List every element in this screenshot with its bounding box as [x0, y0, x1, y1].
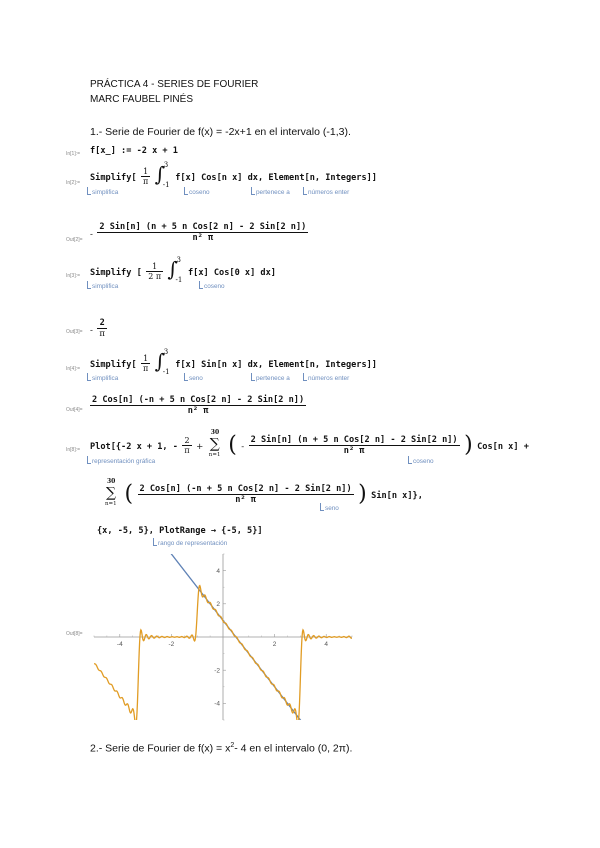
output-cell-4: [90, 395, 306, 416]
cell-label: In[2]:=: [66, 180, 81, 186]
code-text: f[x] Cos[0 x] dx]: [188, 268, 276, 279]
fraction-numerator: 2 Cos[n] (-n + 5 n Cos[2 n] - 2 Sin[2 n]): [139, 483, 352, 494]
integral-sign: ∫ 3 -1: [154, 348, 170, 376]
fraction-numerator: 2: [184, 435, 190, 445]
fraction-numerator: 2: [99, 318, 105, 328]
tooltip-cosine: coseno: [408, 456, 434, 465]
input-cell-8-line-2[interactable]: [104, 478, 423, 507]
right-paren: ): [464, 432, 473, 458]
sign: -: [90, 229, 93, 240]
fourier-plot: [88, 552, 358, 722]
sum-upper: 30: [210, 429, 220, 436]
code-text: f[x] Sin[n x] dx, Element[n, Integers]]: [175, 360, 377, 371]
plus-sign: +: [196, 442, 204, 453]
integral-sign: ∫ 3 -1: [167, 256, 183, 284]
tooltip-cosine: coseno: [199, 281, 225, 290]
integral-upper: 3: [163, 348, 169, 356]
sum-sign: ∑ 30 n=1: [208, 429, 221, 458]
fraction-denominator: π: [184, 445, 190, 455]
fraction-denominator: n² π: [97, 232, 308, 243]
minus-sign: -: [241, 442, 245, 453]
sum-lower: n=1: [208, 452, 221, 458]
document-author: MARC FAUBEL PINÉS: [90, 94, 193, 105]
cell-label: Out[4]=: [66, 407, 83, 413]
fraction-denominator: π: [143, 176, 149, 186]
fraction-denominator: π: [143, 363, 149, 373]
cell-label: Out[8]=: [66, 631, 83, 637]
output-cell-3: [90, 318, 107, 339]
output-cell-2: [90, 222, 308, 243]
tooltip-simplify: simplifica: [87, 187, 118, 196]
y-tick-label: 2: [216, 601, 220, 608]
integral-sign: ∫ 3 -1: [154, 161, 170, 189]
section-1-heading: 1.- Serie de Fourier de f(x) = -2x+1 en el intervalo (-1,3).: [90, 126, 351, 138]
fraction: [182, 436, 191, 455]
fraction-numerator: 2 Cos[n] (-n + 5 n Cos[2 n] - 2 Sin[2 n]): [92, 395, 305, 405]
tooltip-sine: seno: [320, 503, 339, 512]
fraction: [138, 484, 354, 505]
cell-label: In[8]:=: [66, 447, 81, 453]
section-2-heading: [90, 742, 352, 755]
y-tick-label: -2: [214, 667, 220, 675]
integral-upper: 3: [163, 161, 169, 169]
code-text: Simplify[: [90, 173, 137, 184]
cell-label: In[4]:=: [66, 366, 81, 372]
tooltip-cosine: coseno: [184, 187, 210, 196]
code-text: Sin[n x]},: [371, 491, 423, 502]
document-title: PRÁCTICA 4 - SERIES DE FOURIER: [90, 79, 259, 90]
tooltip-simplify: simplifica: [87, 373, 118, 382]
y-tick-label: -4: [214, 700, 220, 708]
fraction-numerator: 1: [152, 261, 158, 271]
x-tick-label: 4: [324, 641, 329, 648]
integral-upper: 3: [176, 256, 182, 264]
tooltip-plot: representación gráfica: [87, 456, 155, 465]
tooltip-integers: números enter: [303, 373, 349, 382]
fraction-numerator: 2 Sin[n] (n + 5 n Cos[2 n] - 2 Sin[2 n]): [250, 434, 458, 445]
fraction-numerator: 2 Sin[n] (n + 5 n Cos[2 n] - 2 Sin[2 n]): [99, 222, 307, 232]
input-cell-2[interactable]: [90, 161, 377, 189]
fraction-denominator: n² π: [249, 445, 460, 456]
input-cell-3[interactable]: [90, 256, 276, 284]
integral-lower: -1: [162, 368, 170, 376]
input-cell-8-line-3[interactable]: {x, -5, 5}, PlotRange → {-5, 5}]: [97, 526, 263, 536]
fraction: [97, 318, 107, 339]
fraction-denominator: n² π: [90, 405, 306, 416]
code-text: Plot[{-2 x + 1, -: [90, 442, 178, 453]
integral-lower: -1: [175, 276, 183, 284]
code-text: Simplify [: [90, 268, 142, 279]
fraction-numerator: 1: [143, 166, 149, 176]
fraction-denominator: π: [99, 329, 106, 339]
sign: -: [90, 325, 93, 336]
fraction: [97, 222, 308, 243]
fraction: [249, 435, 460, 456]
cell-label: In[3]:=: [66, 273, 81, 279]
y-tick-label: 4: [216, 567, 220, 575]
sum-lower: n=1: [105, 501, 117, 507]
x-tick-label: -4: [116, 641, 123, 648]
right-paren: ): [358, 481, 367, 507]
input-cell-4[interactable]: [90, 348, 377, 376]
tooltip-simplify: simplifica: [87, 281, 118, 290]
left-paren: (: [228, 432, 237, 458]
tooltip-sine: seno: [184, 373, 203, 382]
integral-lower: -1: [162, 181, 170, 189]
tooltip-element: pertenece a: [251, 187, 290, 196]
sum-upper: 30: [107, 478, 116, 485]
cell-label: In[1]:=: [66, 151, 81, 157]
exponent: 2: [230, 742, 235, 749]
section-2-heading-text: 2.- Serie de Fourier de f(x) = x: [90, 742, 231, 755]
tooltip-plotrange: rango de representación: [153, 538, 227, 547]
cell-label: Out[2]=: [66, 237, 83, 243]
fraction: [141, 167, 150, 186]
fraction-denominator: 2 π: [148, 271, 162, 281]
code-text: Simplify[: [90, 360, 137, 371]
section-2-heading-text-end: - 4 en el intervalo (0, 2π).: [234, 742, 353, 755]
fraction: [146, 262, 163, 281]
left-paren: (: [124, 481, 134, 507]
input-cell-8[interactable]: [90, 429, 529, 458]
code-text: Cos[n x] +: [477, 442, 529, 453]
sum-sign: ∑ 30 n=1: [105, 478, 117, 507]
cell-label: Out[3]=: [66, 329, 83, 335]
x-tick-label: -2: [168, 641, 175, 648]
fraction-numerator: 1: [143, 353, 149, 363]
code-text: f[x] Cos[n x] dx, Element[n, Integers]]: [175, 173, 377, 184]
tooltip-element: pertenece a: [251, 373, 290, 382]
input-cell-1[interactable]: f[x_] := -2 x + 1: [90, 146, 178, 156]
tooltip-integers: números enter: [303, 187, 349, 196]
fraction: [141, 354, 150, 373]
fraction: [90, 395, 306, 416]
x-tick-label: 2: [272, 641, 277, 648]
fraction-denominator: n² π: [138, 494, 354, 505]
